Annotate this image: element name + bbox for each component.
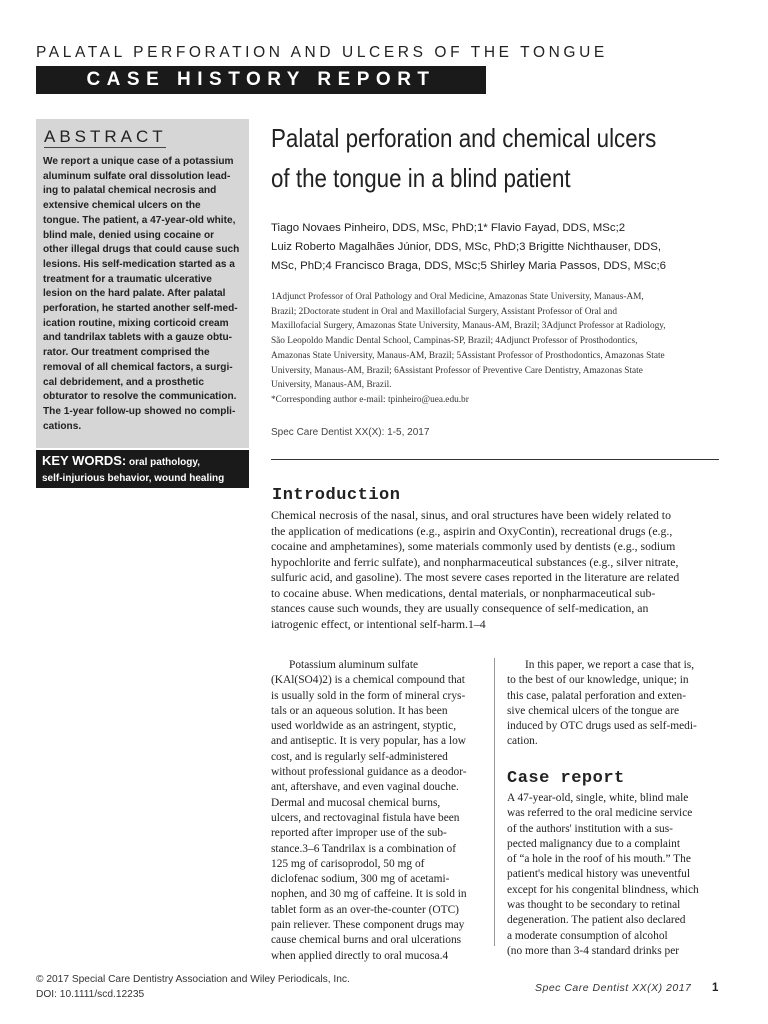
body-line: was referred to the oral medicine service xyxy=(507,807,693,820)
body-line: to the best of our knowledge, unique; in xyxy=(507,674,689,687)
body-line: except for his congenital blindness, which xyxy=(507,883,699,896)
body-line: of “a hole in the roof of his mouth.” The xyxy=(507,853,691,866)
abstract-line: extensive chemical ulcers on the xyxy=(43,200,201,212)
body-line: without professional guidance as a deodor- xyxy=(271,766,467,779)
keywords-text xyxy=(42,453,244,486)
body-line: 125 mg of carisoprodol, 50 mg of xyxy=(271,857,425,870)
introduction-heading: Introduction xyxy=(272,486,401,505)
abstract-text xyxy=(43,155,243,434)
body-line: stances cause such wounds, they are usually consequence of self-medication, an xyxy=(271,601,649,615)
body-line: iatrogenic effect, or intentional self-harm.1–4 xyxy=(271,616,486,631)
footer-copyright xyxy=(36,973,350,1002)
body-line: sulfuric acid, and gasoline). The most severe cases reported in the literature are related xyxy=(271,570,680,584)
abstract-line: We report a unique case of a potassium xyxy=(43,156,234,167)
abstract-line: rator. Our treatment comprised the xyxy=(43,347,210,359)
body-line: tals or an aqueous solution. It has been xyxy=(271,704,448,717)
body-line: stance.3–6 Tandrilax is a combination of xyxy=(271,842,456,855)
copyright-text: © 2017 Special Care Dentistry Association and Wiley Periodicals, Inc. xyxy=(36,974,350,985)
body-line: Chemical necrosis of the nasal, sinus, and oral structures have been widely related to xyxy=(271,508,671,522)
affiliation-line: 1Adjunct Professor of Oral Pathology and Oral Medicine, Amazonas State University, Manaus-AM, xyxy=(271,292,644,302)
case-report-text xyxy=(507,791,719,959)
body-line: A 47-year-old, single, white, blind male xyxy=(507,792,689,804)
keywords-label: KEY WORDS: xyxy=(42,453,127,468)
article-title xyxy=(271,118,658,198)
body-line: hypochlorite and ferric sulfate), and nonpharmaceutical substances (e.g., silver nitrate, xyxy=(271,554,679,569)
title-line: Palatal perforation and chemical ulcers xyxy=(271,123,657,153)
body-line: ant, aftershave, and even vaginal douche. xyxy=(271,781,459,794)
body-line: when applied directly to oral mucosa.4 xyxy=(271,949,449,962)
body-line: pected malignancy due to a complaint xyxy=(507,837,681,850)
affiliation-line: Amazonas State University, Manaus-AM, Brazil; 5Assistant Professor of Prosthodontics, Amazonas State xyxy=(271,350,665,361)
abstract-line: tongue. The patient, a 47-year-old white, xyxy=(43,214,236,226)
abstract-line: and tandrilax tablets with a gauze obtu- xyxy=(43,332,232,344)
body-line: cost, and is regularly self-administered xyxy=(271,750,448,763)
abstract-line: ing to palatal chemical necrosis and xyxy=(43,185,217,197)
author-list xyxy=(271,219,721,276)
body-line: tablet form as an over-the-counter (OTC) xyxy=(271,903,459,916)
column-divider xyxy=(494,658,495,946)
abstract-line: removal of all chemical factors, a surgi- xyxy=(43,361,233,373)
body-line: degeneration. The patient also declared xyxy=(507,914,686,927)
body-line: the application of medications (e.g., aspirin and OxyContin), recreational drugs (e.g., xyxy=(271,523,673,538)
journal-citation: Spec Care Dentist XX(X): 1-5, 2017 xyxy=(271,427,430,438)
keywords-line-1: oral pathology, xyxy=(129,457,200,468)
body-line: cause chemical burns and oral ulcerations xyxy=(271,934,462,947)
body-line: diclofenac sodium, 300 mg of acetami- xyxy=(271,873,450,886)
body-column-left xyxy=(271,658,483,964)
body-line: a moderate consumption of alcohol xyxy=(507,929,668,942)
body-line: pain reliever. These component drugs may xyxy=(271,919,465,932)
title-line: of the tongue in a blind patient xyxy=(271,163,571,193)
section-banner: CASE HISTORY REPORT xyxy=(36,66,486,94)
author-line: Luiz Roberto Magalhães Júnior, DDS, MSc, PhD;3 Brigitte Nichthauser, DDS, xyxy=(271,241,661,253)
keywords-line-2: self-injurious behavior, wound healing xyxy=(42,472,225,484)
affiliation-line: University, Manaus-AM, Brazil. xyxy=(271,380,392,391)
body-line: ulcers, and rectovaginal fistula have been xyxy=(271,811,460,824)
body-line: cation. xyxy=(507,735,538,748)
footer-journal: Spec Care Dentist XX(X) 2017 xyxy=(535,982,692,994)
body-line: Potassium aluminum sulfate xyxy=(289,659,419,671)
abstract-line: treatment for a traumatic ulcerative xyxy=(43,273,212,285)
body-line: to cocaine abuse. When medications, dental materials, or nonpharmaceutical sub- xyxy=(271,585,656,600)
page-number: 1 xyxy=(712,982,719,994)
abstract-line: other illegal drugs that could cause such xyxy=(43,244,240,256)
abstract-box xyxy=(36,119,249,448)
case-report-heading: Case report xyxy=(507,769,625,788)
affiliation-line: Maxillofacial Surgery, Amazonas State University, Manaus-AM, Brazil; 3Adjunct Professor at Radiology, xyxy=(271,321,666,332)
affiliation-line: University, Manaus-AM, Brazil; 6Assistant Professor of Preventive Care Dentistry, Amazonas State xyxy=(271,365,643,376)
body-line: Dermal and mucosal chemical burns, xyxy=(271,796,441,809)
introduction-text xyxy=(271,508,719,632)
abstract-divider xyxy=(44,147,166,148)
body-line: nophen, and 30 mg of caffeine. It is sold in xyxy=(271,888,467,901)
running-head: PALATAL PERFORATION AND ULCERS OF THE TONGUE xyxy=(36,44,608,61)
abstract-line: obturator to resolve the communication. xyxy=(43,391,237,403)
abstract-line: aluminum sulfate oral dissolution lead- xyxy=(43,170,231,182)
body-line: sive chemical ulcers of the tongue are xyxy=(507,704,680,717)
body-line: is usually sold in the form of mineral crys- xyxy=(271,689,466,702)
abstract-line: cations. xyxy=(43,420,82,432)
body-line: patient's medical history was uneventful xyxy=(507,868,690,881)
corresponding-author-line: *Corresponding author e-mail: tpinheiro@uea.edu.br xyxy=(271,394,469,405)
abstract-line: perforation, he started another self-med- xyxy=(43,303,238,315)
header-divider xyxy=(271,459,719,460)
body-line: used worldwide as an astringent, styptic, xyxy=(271,720,457,733)
body-column-right-intro xyxy=(507,658,719,750)
body-line: this case, palatal perforation and exten- xyxy=(507,689,687,702)
affiliation-line: Brazil; 2Doctorate student in Oral and Maxillofacial Surgery, Assistant Professor of Oral and xyxy=(271,306,617,317)
body-line: reported after improper use of the sub- xyxy=(271,827,447,840)
body-line: (KAl(SO4)2) is a chemical compound that xyxy=(271,674,465,687)
abstract-line: The 1-year follow-up showed no compli- xyxy=(43,405,236,417)
body-line: In this paper, we report a case that is, xyxy=(525,659,695,671)
author-line: MSc, PhD;4 Francisco Braga, DDS, MSc;5 Shirley Maria Passos, DDS, MSc;6 xyxy=(271,260,666,272)
body-line: (no more than 3-4 standard drinks per xyxy=(507,944,680,957)
body-line: induced by OTC drugs used as self-medi- xyxy=(507,720,697,733)
body-line: cocaine and amphetamines), some materials commonly used by dentists (e.g., sodium xyxy=(271,539,676,553)
abstract-heading: ABSTRACT xyxy=(44,127,167,146)
doi-text[interactable]: DOI: 10.1111/scd.12235 xyxy=(36,988,145,1000)
body-line: and antiseptic. It is very popular, has a low xyxy=(271,735,467,748)
keywords-box xyxy=(36,450,249,488)
abstract-line: ication routine, mixing corticoid cream xyxy=(43,317,229,329)
affiliations xyxy=(271,290,721,408)
affiliation-line: São Leopoldo Mandic Dental School, Campinas-SP, Brazil; 4Adjunct Professor of Prosthodontics, xyxy=(271,336,638,347)
body-line: was thought to be secondary to retinal xyxy=(507,899,681,912)
abstract-line: lesion on the hard palate. After palatal xyxy=(43,288,226,300)
abstract-line: lesions. His self-medication started as a xyxy=(43,258,235,270)
body-line: of the authors' institution with a sus- xyxy=(507,822,673,835)
abstract-line: cal debridement, and a prosthetic xyxy=(43,376,204,388)
author-line: Tiago Novaes Pinheiro, DDS, MSc, PhD;1* Flavio Fayad, DDS, MSc;2 xyxy=(271,222,626,234)
abstract-line: blind male, denied using cocaine or xyxy=(43,229,215,241)
